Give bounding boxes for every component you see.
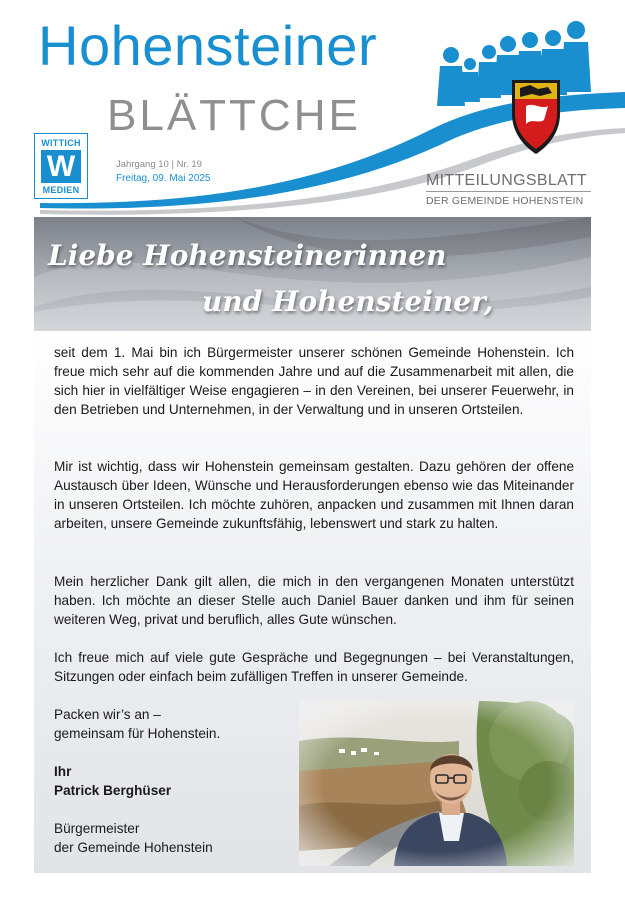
greeting-line-2: und Hohensteiner, bbox=[202, 285, 494, 318]
issue-date: Freitag, 09. Mai 2025 bbox=[116, 173, 211, 184]
signer-role-1: Bürgermeister bbox=[54, 821, 140, 836]
signer-role-2: der Gemeinde Hohenstein bbox=[54, 840, 213, 855]
greeting-banner bbox=[34, 217, 591, 331]
signer-name: Patrick Berghüser bbox=[54, 783, 172, 798]
letter-paragraph-3: Mein herzlicher Dank gilt allen, die mich in den vergangenen Monaten unterstützt haben. Ich möchte an dieser Stelle auch Daniel Bauer danken und ihm für seinen weiteren Weg, privat und beruflich, alles Gute wünschen. bbox=[54, 574, 574, 627]
closing-line-2: gemeinsam für Hohenstein. bbox=[54, 726, 221, 741]
masthead bbox=[0, 0, 625, 215]
publisher-logo bbox=[34, 133, 90, 201]
letter-paragraph-1: seit dem 1. Mai bin ich Bürgermeister unserer schönen Gemeinde Hohenstein. Ich freue mich sehr auf die kommenden Jahre und auf die Zusammenarbeit mit allen, die sich hier in vielfältiger Weise engagieren – in den Vereinen, bei unserer Feuerwehr, in den Betrieben und Unternehmen, in der Verwaltung und in unseren Ortsteilen. bbox=[54, 345, 574, 417]
newsletter-divider bbox=[426, 191, 591, 192]
masthead-title: Hohensteiner bbox=[38, 14, 378, 77]
newsletter-subtitle: DER GEMEINDE HOHENSTEIN bbox=[426, 195, 584, 207]
issue-number: Jahrgang 10 | Nr. 19 bbox=[116, 159, 202, 170]
letter-paragraph-4: Ich freue mich auf viele gute Gespräche und Begegnungen – bei Veranstaltungen, Sitzungen oder einfach beim zufälligen Treffen in unserer Gemeinde. bbox=[54, 650, 574, 684]
portrait-illustration bbox=[299, 701, 574, 866]
publisher-logo-bottom: MEDIEN bbox=[42, 185, 80, 195]
signoff: Ihr bbox=[54, 764, 72, 779]
masthead-subtitle: BLÄTTCHE bbox=[107, 91, 361, 140]
letter-paragraph-2: Mir ist wichtig, dass wir Hohenstein gemeinsam gestalten. Dazu gehören der offene Austausch über Ideen, Wünsche und Herausforderungen ebenso wie das Miteinander in unseren Ortsteilen. Ich möchte zuhören, anpacken und zusammen mit Ihnen daran arbeiten, unsere Gemeinde zukunftsfähig, lebenswert und stark zu halten. bbox=[54, 459, 574, 531]
newsletter-title: MITTEILUNGSBLATT bbox=[426, 172, 587, 189]
publisher-logo-top: WITTICH bbox=[41, 138, 81, 148]
closing-line-1: Packen wir’s an – bbox=[54, 707, 161, 722]
mayor-portrait-photo bbox=[299, 701, 574, 866]
publisher-logo-mark: W bbox=[41, 150, 81, 183]
publisher-logo-frame bbox=[34, 133, 88, 199]
greeting-line-1: Liebe Hohensteinerinnen bbox=[48, 239, 447, 272]
letter-body bbox=[34, 331, 591, 873]
